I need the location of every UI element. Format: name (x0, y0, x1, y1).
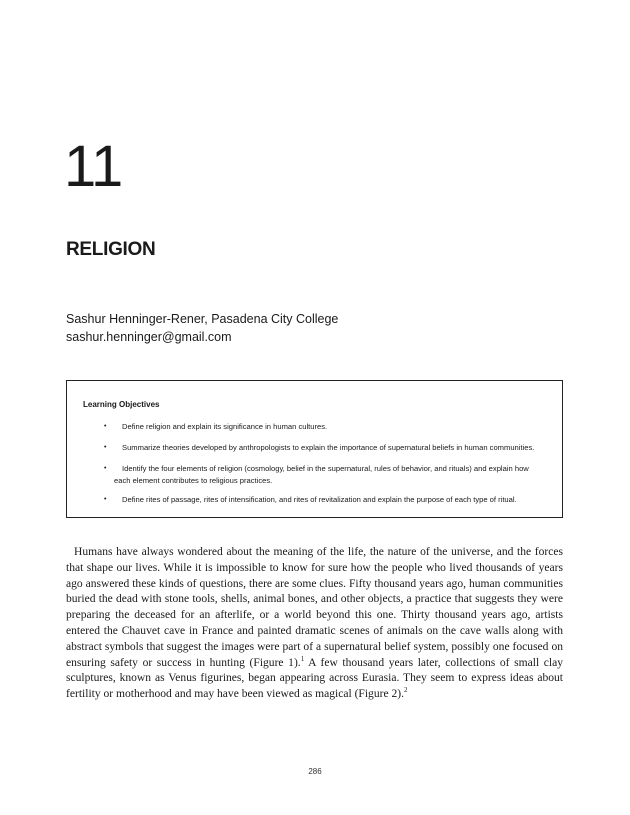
bullet-icon: • (104, 444, 107, 451)
body-paragraph (66, 545, 563, 703)
chapter-title: RELIGION (66, 239, 156, 260)
learning-objectives-heading: Learning Objectives (83, 400, 160, 409)
learning-objective-item (104, 463, 544, 487)
footnote-ref-2[interactable]: 2 (403, 686, 408, 695)
author-email: sashur.henninger@gmail.com (66, 330, 232, 344)
author-name-affiliation: Sashur Henninger-Rener, Pasadena City College (66, 312, 339, 326)
bullet-icon: • (104, 496, 107, 503)
chapter-number: 11 (64, 134, 123, 199)
body-paragraph-part1: Humans have always wondered about the meaning of the life, the nature of the universe, and the forces that shape our lives. While it is impossible to know for sure how the people who lived thousands of years ago answered these kinds of questions, there are some clues. Fifty thousand years ago, human communities buried the dead with stone tools, shells, animal bones, and other objects, a practice that suggests they were preparing the deceased for an afterlife, or a world beyond this one. Thirty thousand years ago, artists entered the Chauvet cave in France and painted dramatic scenes of animals on the cave walls along with abstract symbols that suggest the images were part of a supernatural belief system, possibly one focused on ensuring safety or success in hunting (Figure 1). (66, 546, 563, 669)
learning-objectives-box (66, 380, 563, 518)
bullet-icon: • (104, 423, 107, 430)
learning-objective-item (104, 421, 544, 433)
learning-objective-item (104, 494, 544, 506)
learning-objective-text: Define rites of passage, rites of intensification, and rites of revitalization and explain the purpose of each type of ritual. (122, 495, 517, 504)
page-number: 286 (308, 767, 322, 776)
bullet-icon: • (104, 465, 107, 472)
learning-objective-text: Define religion and explain its significance in human cultures. (122, 422, 328, 431)
learning-objective-text: Summarize theories developed by anthropologists to explain the importance of supernatural beliefs in human communities. (122, 443, 535, 452)
footnote-ref-1[interactable]: 1 (300, 654, 305, 663)
body-paragraph-part2: A few thousand years later, collections of small clay sculptures, known as Venus figurines, began appearing across Eurasia. They seem to express ideas about fertility or motherhood and may have been viewed as magical (Figure 2). (66, 656, 564, 701)
learning-objective-item (104, 442, 544, 454)
learning-objective-text: Identify the four elements of religion (cosmology, belief in the supernatural, rules of behavior, and rituals) and explain how each element contributes to religious practices. (114, 464, 529, 485)
